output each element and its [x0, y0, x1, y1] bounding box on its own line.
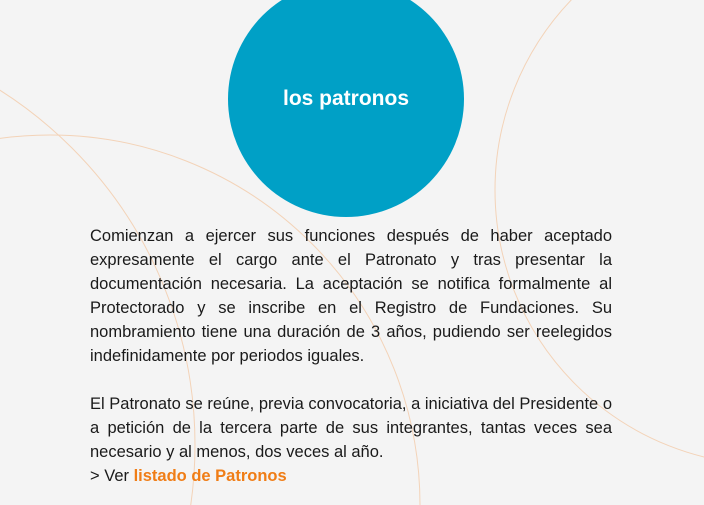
page-title: los patronos	[282, 87, 409, 110]
paragraph-functions: Comienzan a ejercer sus funciones después de haber aceptado expresamente el cargo ante el Patronato y tras presentar la documentación necesaria. La aceptación se notifica formalmente al Protectorado y se inscribe en el Registro de Fundaciones. Su nombramiento tiene una duración de 3 años, pudiendo ser reelegidos indefinidamente por periodos iguales.	[90, 227, 612, 365]
patronos-link-line	[90, 464, 612, 488]
patronos-list-link[interactable]: listado de Patronos	[133, 467, 287, 485]
main-content	[90, 224, 612, 488]
link-prefix: > Ver	[90, 467, 134, 485]
paragraph-meetings: El Patronato se reúne, previa convocatoria, a iniciativa del Presidente o a petición de la tercera parte de sus integrantes, tantas veces sea necesario y al menos, dos veces al año.	[90, 395, 612, 461]
